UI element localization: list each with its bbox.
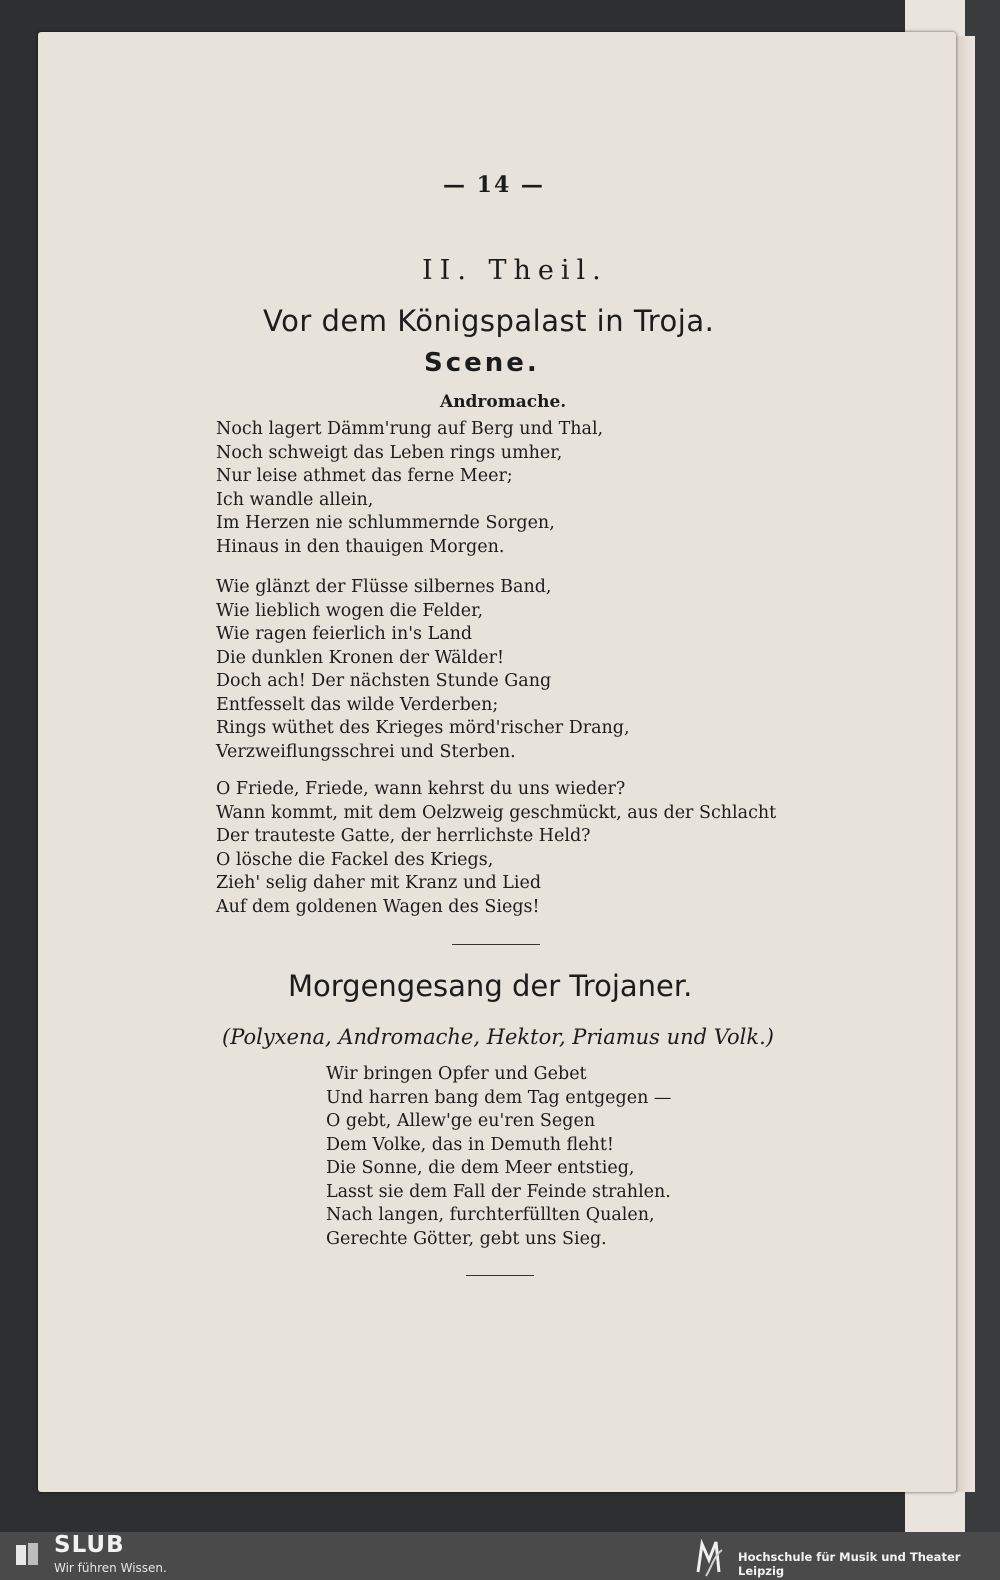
end-divider bbox=[466, 1275, 534, 1276]
stanza-3 bbox=[216, 778, 776, 919]
verse-line: Die Sonne, die dem Meer entstieg, bbox=[326, 1158, 635, 1178]
verse-line: Die dunklen Kronen der Wälder! bbox=[216, 647, 505, 668]
verse-line: Auf dem goldenen Wagen des Siegs! bbox=[216, 896, 540, 917]
library-name[interactable]: SLUB bbox=[54, 1532, 125, 1558]
institution-name[interactable]: Hochschule für Musik und Theater Leipzig bbox=[738, 1550, 961, 1578]
verse-line: Doch ach! Der nächsten Stunde Gang bbox=[216, 671, 552, 691]
verse-line: O lösche die Fackel des Kriegs, bbox=[216, 849, 494, 870]
verse-line: Noch lagert Dämm'rung auf Berg und Thal, bbox=[216, 419, 604, 439]
verse-line: Lasst sie dem Fall der Feinde strahlen. bbox=[326, 1181, 671, 1202]
verse-line: Im Herzen nie schlummernde Sorgen, bbox=[216, 513, 555, 533]
chorus-stanza bbox=[326, 1063, 671, 1251]
scene-title: Vor dem Königspalast in Troja. bbox=[263, 304, 715, 338]
part-heading: II. Theil. bbox=[422, 255, 608, 286]
verse-line: Noch schweigt das Leben rings umher, bbox=[216, 442, 563, 463]
page-content bbox=[38, 32, 956, 1492]
stanza-1 bbox=[216, 418, 603, 559]
stanza-2 bbox=[216, 576, 630, 764]
section-title: Morgengesang der Trojaner. bbox=[288, 969, 693, 1003]
verse-line: Nach langen, furchterfüllten Qualen, bbox=[326, 1205, 655, 1225]
verse-line: Wie glänzt der Flüsse silbernes Band, bbox=[216, 577, 552, 597]
verse-line: Ich wandle allein, bbox=[216, 489, 374, 510]
verse-line: Wie lieblich wogen die Felder, bbox=[216, 600, 484, 621]
book-page bbox=[38, 32, 956, 1492]
verse-line: Der trauteste Gatte, der herrlichste Held? bbox=[216, 826, 591, 846]
verse-line: Entfesselt das wilde Verderben; bbox=[216, 694, 499, 715]
verse-line: Gerechte Götter, gebt uns Sieg. bbox=[326, 1228, 607, 1249]
verse-line: Und harren bang dem Tag entgegen — bbox=[326, 1087, 672, 1108]
verse-line: Dem Volke, das in Demuth fleht! bbox=[326, 1134, 614, 1155]
section-divider bbox=[452, 944, 540, 945]
verse-line: O Friede, Friede, wann kehrst du uns wieder? bbox=[216, 779, 626, 799]
verse-line: Wir bringen Opfer und Gebet bbox=[326, 1064, 587, 1084]
verse-line: Hinaus in den thauigen Morgen. bbox=[216, 536, 505, 557]
slub-logo-icon[interactable] bbox=[14, 1541, 42, 1569]
page-gutter bbox=[955, 36, 975, 1492]
verse-line: Rings wüthet des Krieges mörd'rischer Drang, bbox=[216, 718, 630, 738]
hmt-logo-icon[interactable] bbox=[692, 1536, 726, 1578]
cast-list: (Polyxena, Andromache, Hektor, Priamus und Volk.) bbox=[222, 1025, 774, 1049]
verse-line: Wie ragen feierlich in's Land bbox=[216, 624, 473, 644]
verse-line: O gebt, Allew'ge eu'ren Segen bbox=[326, 1111, 596, 1131]
verse-line: Verzweiflungsschrei und Sterben. bbox=[216, 741, 516, 762]
verse-line: Zieh' selig daher mit Kranz und Lied bbox=[216, 873, 542, 893]
verse-line: Nur leise athmet das ferne Meer; bbox=[216, 466, 513, 486]
page-number: — 14 — bbox=[443, 172, 545, 198]
library-tagline: Wir führen Wissen. bbox=[54, 1561, 167, 1575]
speaker-name: Andromache. bbox=[440, 392, 567, 412]
verse-line: Wann kommt, mit dem Oelzweig geschmückt, aus der Schlacht bbox=[216, 802, 777, 823]
scene-label: Scene. bbox=[424, 348, 540, 378]
